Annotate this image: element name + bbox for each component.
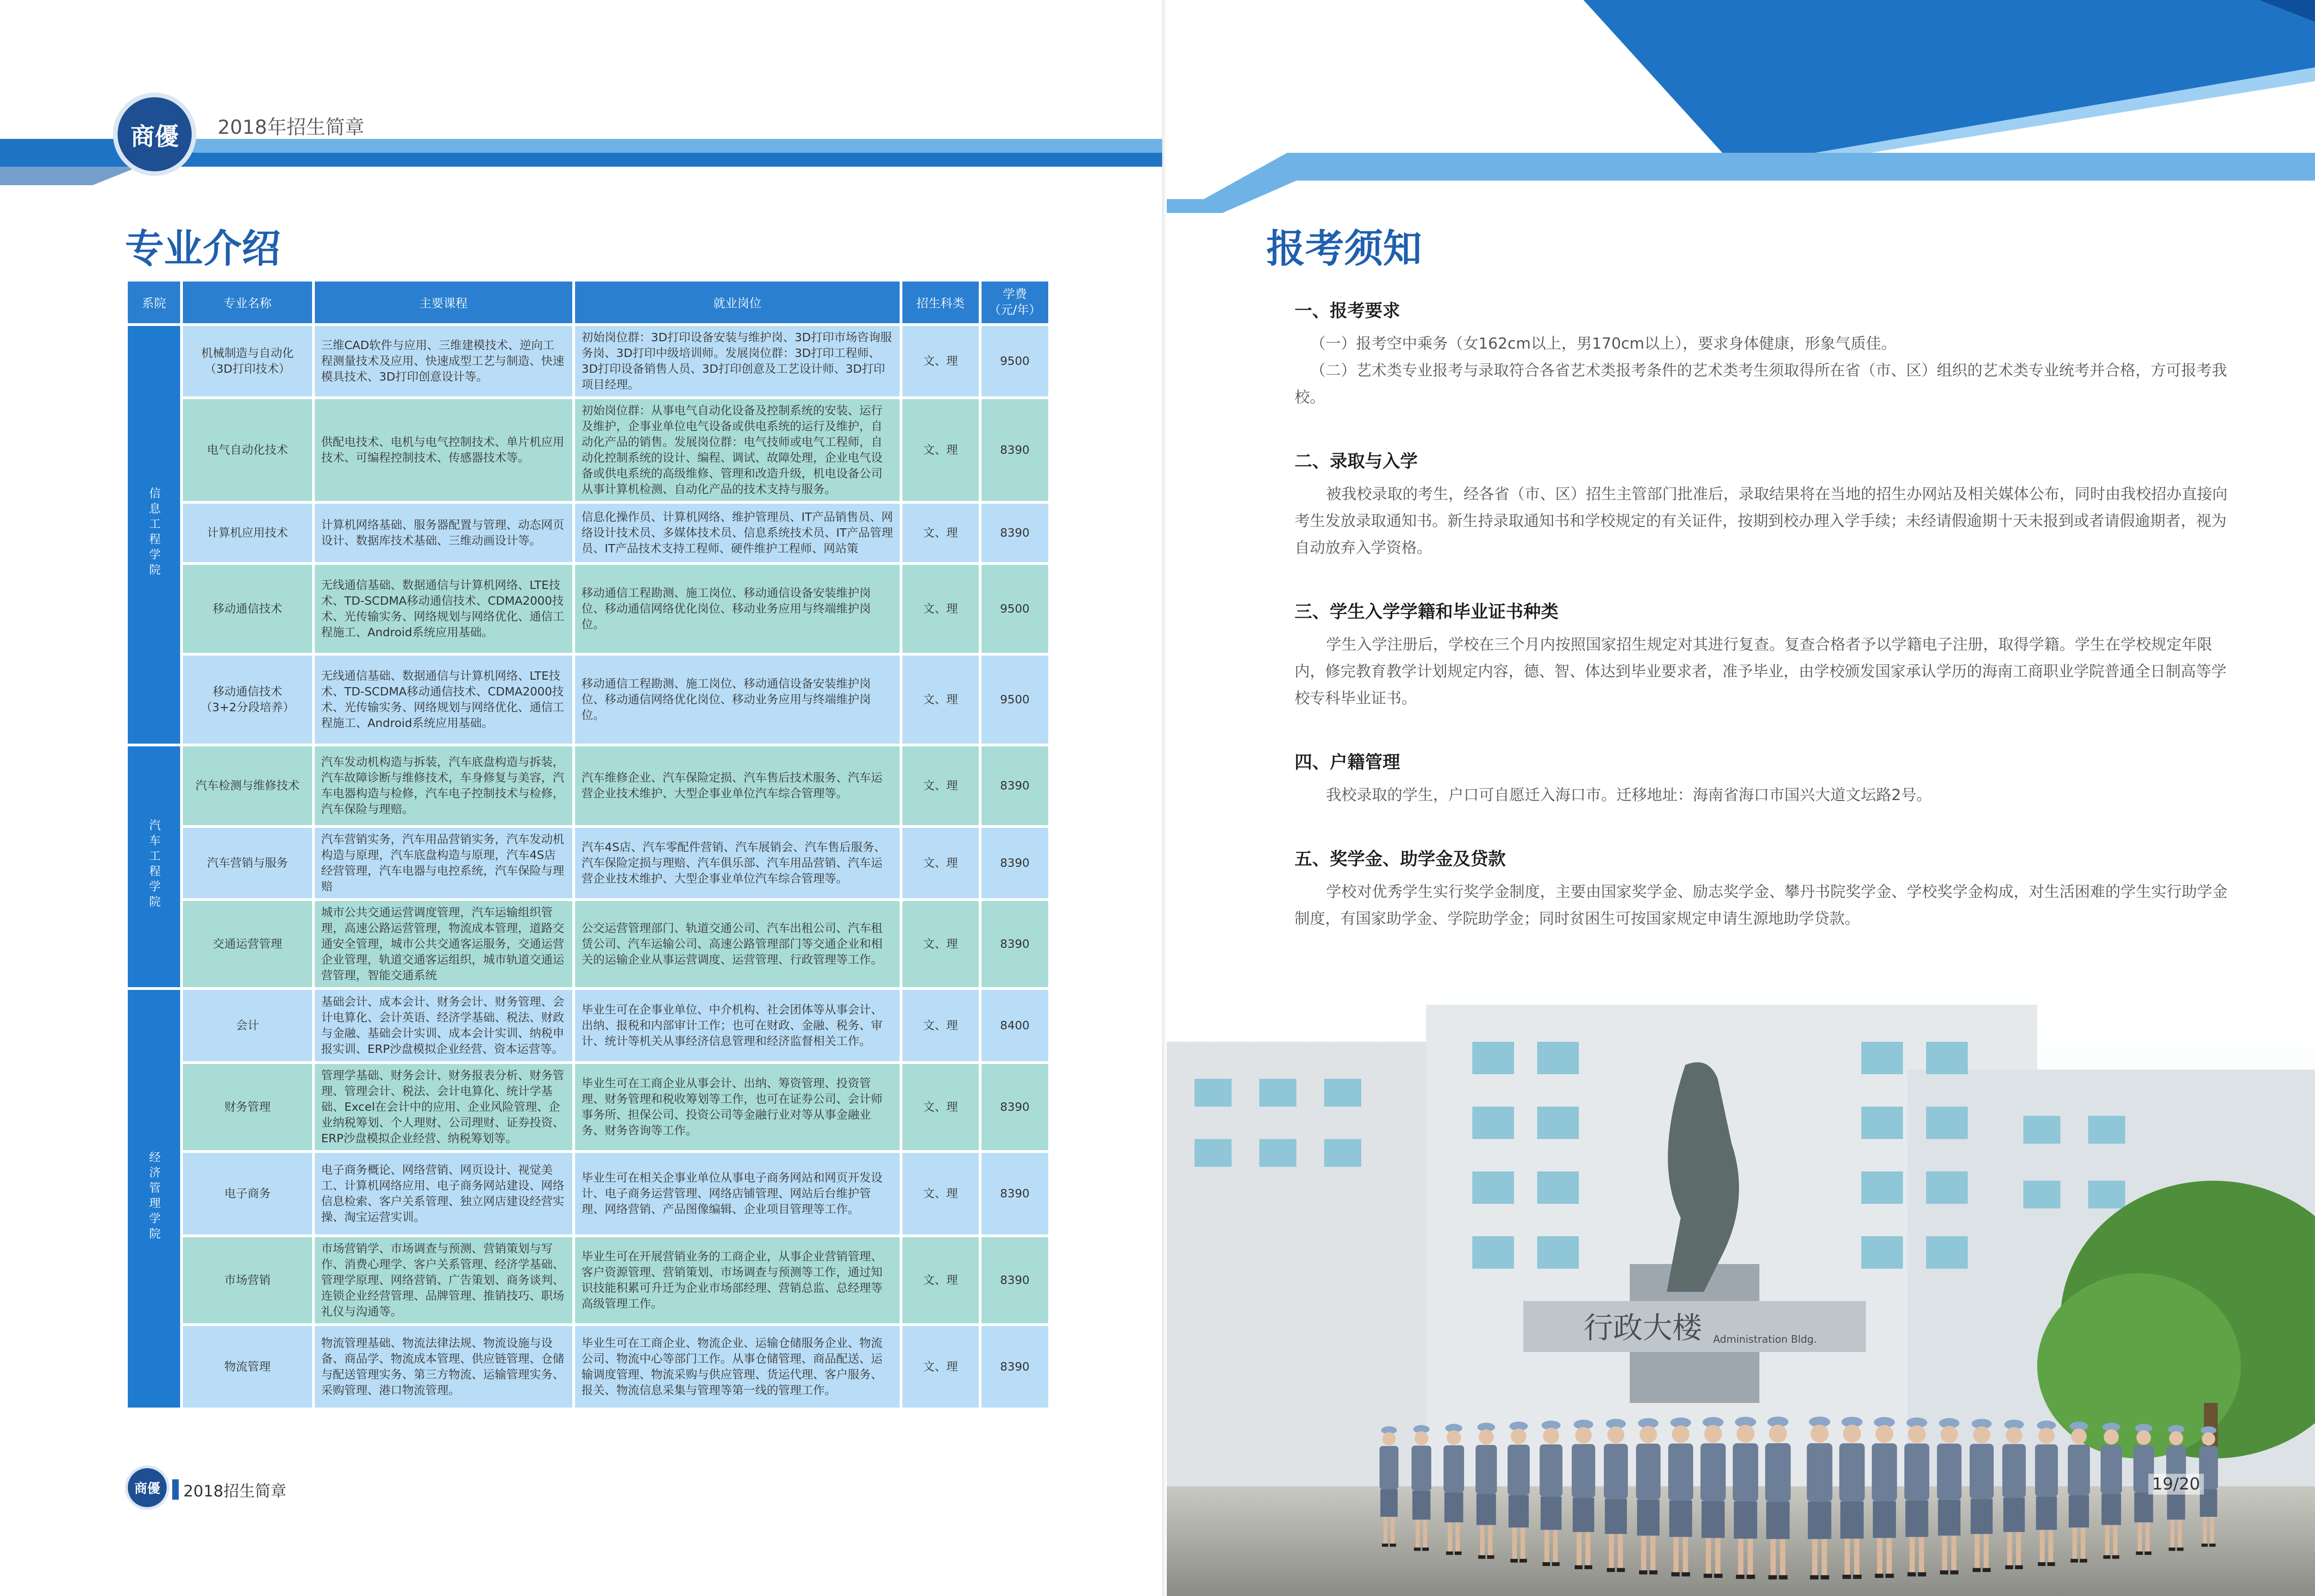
fee-cell: 8390 (982, 746, 1048, 825)
fee-cell: 8390 (982, 1326, 1048, 1408)
footer-logo (125, 1465, 169, 1510)
table-row (128, 399, 1048, 501)
dept-name: 经济管理学院 (147, 1151, 161, 1243)
logo-text: 商優 (130, 122, 179, 151)
dept-cell (128, 326, 180, 744)
dept-name: 汽车工程学院 (147, 819, 161, 911)
courses-cell: 电子商务概论、网络营销、网页设计、视觉美工、计算机网络应用、电子商务网站建设、网络信息检索、客户关系管理、独立网店建设经营实操、淘宝运营实训。 (315, 1153, 572, 1234)
major-name: 会计 (183, 990, 312, 1061)
jobs-cell: 公交运营管理部门、轨道交通公司、汽车出租公司、汽车租赁公司、汽车运输公司、高速公路管理部门等交通企业和相关的运输企业从事运营调度、运营管理、行政管理等工作。 (575, 901, 900, 987)
subject-cell: 文、理 (902, 656, 979, 744)
jobs-cell: 汽车4S店、汽车零配件营销、汽车展销会、汽车售后服务、汽车保险定损与理赔、汽车俱乐部、汽车用品营销、汽车运营企业技术维护、大型企事业单位汽车综合管理等。 (575, 828, 900, 898)
major-name: 移动通信技术 （3+2分段培养） (183, 656, 312, 744)
fee-cell: 9500 (982, 326, 1048, 396)
table-row (128, 565, 1048, 653)
dept-cell (128, 990, 180, 1408)
courses-cell: 三维CAD软件与应用、三维建模技术、逆向工程测量技术及应用、快速成型工艺与制造、快速模具技术、3D打印创意设计等。 (315, 326, 572, 396)
subject-cell: 文、理 (902, 326, 979, 396)
jobs-cell: 汽车维修企业、汽车保险定损、汽车售后技术服务、汽车运营企业技术维护、大型企事业单位汽车综合管理等。 (575, 746, 900, 825)
table-row (128, 656, 1048, 744)
notice-heading: 五、奖学金、助学金及贷款 (1295, 849, 1506, 869)
major-name: 移动通信技术 (183, 565, 312, 653)
jobs-cell: 移动通信工程勘测、施工岗位、移动通信设备安装维护岗位、移动通信网络优化岗位、移动业务应用与终端维护岗位。 (575, 565, 900, 653)
major-name: 计算机应用技术 (183, 504, 312, 562)
table-row (128, 1064, 1048, 1150)
jobs-cell: 移动通信工程勘测、施工岗位、移动通信设备安装维护岗位、移动通信网络优化岗位、移动业务应用与终端维护岗位。 (575, 656, 900, 744)
footer-brochure-title: 2018招生简章 (183, 1482, 287, 1501)
table-row (128, 1153, 1048, 1234)
fee-cell: 8390 (982, 1153, 1048, 1234)
jobs-cell: 初始岗位群：从事电气自动化设备及控制系统的安装、运行及维护，企事业单位电气设备或供电系统的运行及维护，自动化产品的销售。发展岗位群：电气技师或电气工程师，自动化控制系统的设计、编程、调试、故障处理，企业电气设备或供电系统的高级维修、管理和改造升级，机电设备公司从事计算机检测、自动化产品的技术支持与服务。 (575, 399, 900, 501)
notice-heading: 二、录取与入学 (1295, 451, 1418, 471)
table-row (128, 828, 1048, 898)
jobs-cell: 初始岗位群：3D打印设备安装与维护岗、3D打印市场咨询服务岗、3D打印中级培训师。发展岗位群：3D打印工程师、3D打印设备销售人员、3D打印创意及工艺设计师、3D打印项目经理。 (575, 326, 900, 396)
notice-heading: 一、报考要求 (1295, 300, 1401, 321)
header-subject: 招生科类 (902, 282, 979, 323)
right-header-ribbon (1167, 0, 2315, 213)
majors-table-body (128, 326, 1048, 1408)
subject-cell: 文、理 (902, 504, 979, 562)
brochure-title: 2018年招生简章 (218, 116, 364, 138)
fee-cell: 8390 (982, 399, 1048, 501)
jobs-cell: 信息化操作员、计算机网络、维护管理员、IT产品销售员、网络设计技术员、多媒体技术员、信息系统技术员、IT产品管理员、IT产品技术支持工程师、硬件维护工程师、网站策 (575, 504, 900, 562)
major-name: 汽车检测与维修技术 (183, 746, 312, 825)
fee-cell: 9500 (982, 565, 1048, 653)
table-row (128, 1326, 1048, 1408)
major-name: 汽车营销与服务 (183, 828, 312, 898)
header-courses: 主要课程 (315, 282, 572, 323)
building-sign-en: Administration Bldg. (1713, 1334, 1817, 1346)
fee-cell: 8390 (982, 1064, 1048, 1150)
subject-cell: 文、理 (902, 828, 979, 898)
subject-cell: 文、理 (902, 990, 979, 1061)
courses-cell: 物流管理基础、物流法律法规、物流设施与设备、商品学、物流成本管理、供应链管理、仓储与配送管理实务、第三方物流、运输管理实务、采购管理、港口物流管理。 (315, 1326, 572, 1408)
fee-cell: 9500 (982, 656, 1048, 744)
building-sign-text: 行政大楼 (1583, 1311, 1702, 1346)
section-title-majors: 专业介绍 (125, 226, 281, 271)
major-name: 市场营销 (183, 1237, 312, 1323)
campus-photo (1167, 986, 2315, 1596)
notice-paragraph: 学生入学注册后，学校在三个月内按照国家招生规定对其进行复查。复查合格者予以学籍电子注册，取得学籍。学生在学校规定年限内，修完教育教学计划规定内容，德、智、体达到毕业要求者，准予毕业，由学校颁发国家承认学历的海南工商职业学院普通全日制高等学校专科毕业证书。 (1295, 635, 2227, 707)
subject-cell: 文、理 (902, 1237, 979, 1323)
courses-cell: 基础会计、成本会计、财务会计、财务管理、会计电算化、会计英语、经济学基础、税法、财政与金融、基础会计实训、成本会计实训、纳税申报实训、ERP沙盘模拟企业经营、资本运营等。 (315, 990, 572, 1061)
courses-cell: 汽车发动机构造与拆装，汽车底盘构造与拆装，汽车故障诊断与维修技术，车身修复与美容，汽车电器构造与检修，汽车电子控制技术与检修，汽车保险与理赔。 (315, 746, 572, 825)
jobs-cell: 毕业生可在工商企业、物流企业、运输仓储服务企业、物流公司、物流中心等部门工作。从事仓储管理、商品配送、运输调度管理、物流采购与供应管理、货运代理、客户服务、报关、物流信息采集与管理等第一线的管理工作。 (575, 1326, 900, 1408)
courses-cell: 供配电技术、电机与电气控制技术、单片机应用技术、可编程控制技术、传感器技术等。 (315, 399, 572, 501)
major-name: 财务管理 (183, 1064, 312, 1150)
jobs-cell: 毕业生可在相关企事业单位从事电子商务网站和网页开发设计、电子商务运营管理、网络店铺管理、网站后台维护管理、网络营销、产品图像编辑、企业项目管理等工作。 (575, 1153, 900, 1234)
courses-cell: 计算机网络基础、服务器配置与管理、动态网页设计、数据库技术基础、三维动画设计等。 (315, 504, 572, 562)
table-row (128, 1237, 1048, 1323)
notice-section-2 (1295, 447, 2230, 561)
majors-table (125, 279, 1051, 1410)
subject-cell: 文、理 (902, 1153, 979, 1234)
fee-cell: 8390 (982, 504, 1048, 562)
table-row (128, 990, 1048, 1061)
major-name: 交通运营管理 (183, 901, 312, 987)
header-jobs: 就业岗位 (575, 282, 900, 323)
dept-cell (128, 746, 180, 987)
courses-cell: 城市公共交通运营调度管理，汽车运输组织管理，高速公路运营管理，物流成本管理，道路交通安全管理，城市公共交通客运服务，交通运营企业管理，轨道交通客运组织，城市轨道交通运营管理，智能交通系统 (315, 901, 572, 987)
jobs-cell: 毕业生可在开展营销业务的工商企业，从事企业营销管理、客户资源管理、营销策划、市场调查与预测等工作，通过知识技能积累可升迁为企业市场部经理、营销总监、总经理等高级管理工作。 (575, 1237, 900, 1323)
courses-cell: 市场营销学、市场调查与预测、营销策划与写作、消费心理学、客户关系管理、经济学基础、管理学原理、网络营销、广告策划、商务谈判、连锁企业经营管理、品牌管理、推销技巧、职场礼仪与沟通等。 (315, 1237, 572, 1323)
notice-paragraph: （一）报考空中乘务（女162cm以上，男170cm以上），要求身体健康，形象气质佳。 (1310, 334, 1897, 352)
notice-paragraph: （二）艺术类专业报考与录取符合各省艺术类报考条件的艺术类考生须取得所在省（市、区）组织的艺术类专业统考并合格，方可报考我校。 (1295, 361, 2227, 406)
fee-cell: 8390 (982, 1237, 1048, 1323)
jobs-cell: 毕业生可在工商企业从事会计、出纳、筹资管理、投资管理、财务管理和税收筹划等工作，也可在证券公司、会计师事务所、担保公司、投资公司等金融行业对等从事金融业务、财务咨询等工作。 (575, 1064, 900, 1150)
footer-accent-bar (172, 1479, 179, 1500)
fee-cell: 8390 (982, 901, 1048, 987)
page-numbers: 19/20 (2148, 1474, 2204, 1495)
subject-cell: 文、理 (902, 565, 979, 653)
college-logo (113, 93, 196, 176)
section-title-notice: 报考须知 (1266, 226, 1422, 271)
notice-paragraph: 我校录取的学生，户口可自愿迁入海口市。迁移地址：海南省海口市国兴大道文坛路2号。 (1326, 786, 1932, 804)
courses-cell: 无线通信基础、数据通信与计算机网络、LTE技术、TD-SCDMA移动通信技术、CDMA2000技术、光传输实务、网络规划与网络优化、通信工程施工、Android系统应用基础。 (315, 565, 572, 653)
right-page (1167, 0, 2315, 1596)
table-header-row (128, 282, 1048, 323)
notice-section-3 (1295, 597, 2230, 712)
header-major: 专业名称 (183, 282, 312, 323)
header-fee: 学费 （元/年） (982, 282, 1048, 323)
notice-heading: 四、户籍管理 (1295, 752, 1401, 772)
major-name: 电气自动化技术 (183, 399, 312, 501)
courses-cell: 无线通信基础、数据通信与计算机网络、LTE技术、TD-SCDMA移动通信技术、CDMA2000技术、光传输实务、网络规划与网络优化、通信工程施工、Android系统应用基础。 (315, 656, 572, 744)
notice-sections (1295, 296, 2230, 932)
table-row (128, 504, 1048, 562)
subject-cell: 文、理 (902, 1326, 979, 1408)
fee-cell: 8390 (982, 828, 1048, 898)
fee-cell: 8400 (982, 990, 1048, 1061)
jobs-cell: 毕业生可在企事业单位、中介机构、社会团体等从事会计、出纳、报税和内部审计工作；也可在财政、金融、税务、审计、统计等机关从事经济信息管理和经济监督相关工作。 (575, 990, 900, 1061)
notice-heading: 三、学生入学学籍和毕业证书种类 (1295, 601, 1559, 622)
major-name: 物流管理 (183, 1326, 312, 1408)
dept-name: 信息工程学院 (147, 487, 161, 579)
major-name: 电子商务 (183, 1153, 312, 1234)
notice-section-5 (1295, 845, 2230, 932)
major-name: 机械制造与自动化 （3D打印技术） (183, 326, 312, 396)
subject-cell: 文、理 (902, 746, 979, 825)
courses-cell: 管理学基础、财务会计、财务报表分析、财务管理、管理会计、税法、会计电算化、统计学基础、Excel在会计中的应用、企业风险管理、企业纳税筹划、个人理财、公司理财、证券投资、ERP沙盘模拟企业经营、纳税筹划等。 (315, 1064, 572, 1150)
subject-cell: 文、理 (902, 1064, 979, 1150)
courses-cell: 汽车营销实务，汽车用品营销实务，汽车发动机构造与原理，汽车底盘构造与原理，汽车4S店经营管理，汽车电器与电控系统，汽车保险与理赔 (315, 828, 572, 898)
table-row (128, 326, 1048, 396)
notice-section-4 (1295, 748, 2230, 808)
footer-logo-text: 商優 (134, 1481, 160, 1496)
notice-paragraph: 学校对优秀学生实行奖学金制度，主要由国家奖学金、励志奖学金、攀丹书院奖学金、学校奖学金构成，对生活困难的学生实行助学金制度，有国家助学金、学院助学金；同时贫困生可按国家规定申请生源地助学贷款。 (1295, 882, 2227, 927)
table-row (128, 901, 1048, 987)
table-row (128, 746, 1048, 825)
subject-cell: 文、理 (902, 901, 979, 987)
subject-cell: 文、理 (902, 399, 979, 501)
header-dept: 系院 (128, 282, 180, 323)
notice-paragraph: 被我校录取的考生，经各省（市、区）招生主管部门批准后，录取结果将在当地的招生办网站及相关媒体公布，同时由我校招办直接向考生发放录取通知书。新生持录取通知书和学校规定的有关证件，按期到校办理入学手续；未经请假逾期十天未报到或者请假逾期者，视为自动放弃入学资格。 (1295, 485, 2227, 557)
notice-section-1 (1295, 296, 2230, 411)
